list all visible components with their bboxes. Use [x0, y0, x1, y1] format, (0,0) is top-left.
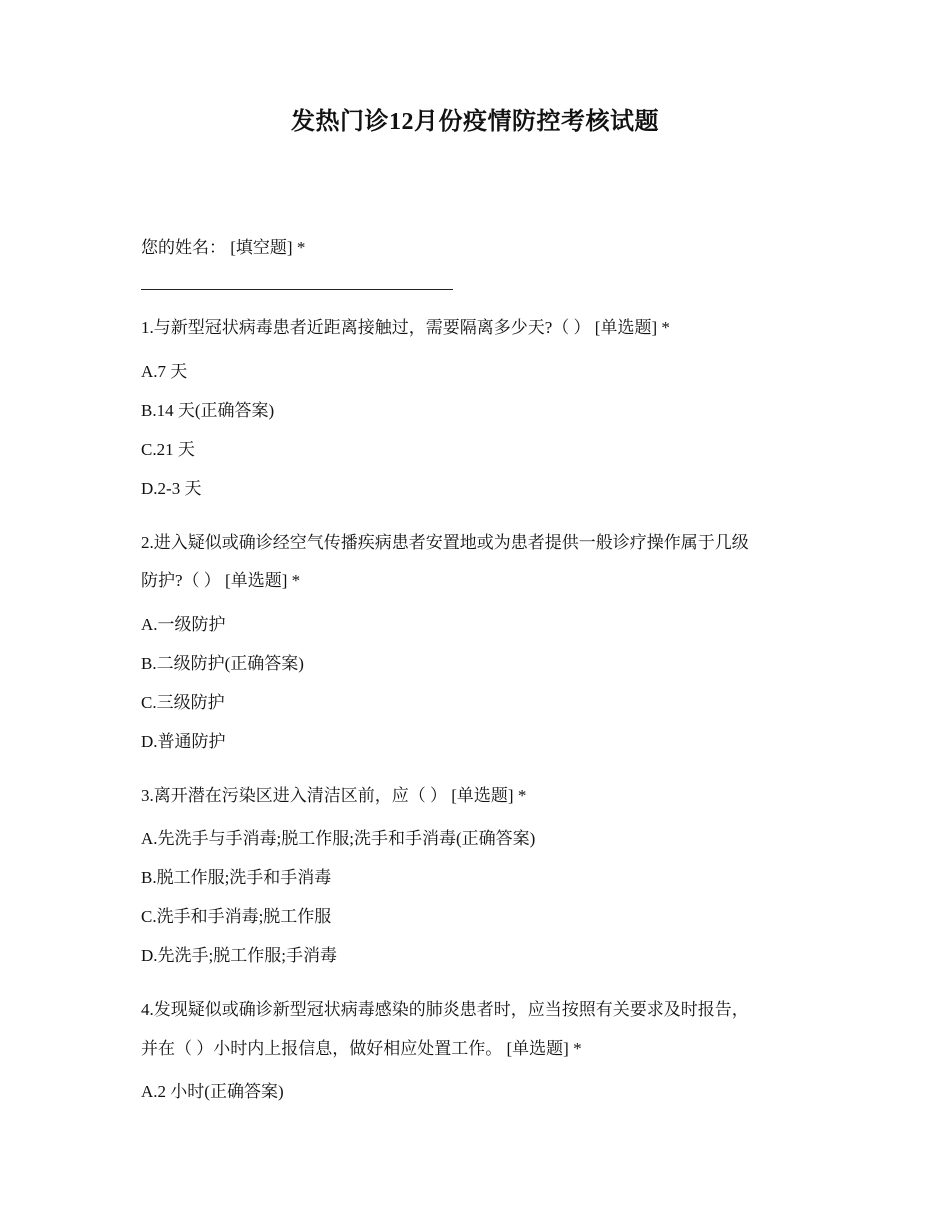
question-3-option-a[interactable]: A.先洗手与手消毒;脱工作服;洗手和手消毒(正确答案): [141, 829, 536, 848]
question-1-option-a[interactable]: A.7 天: [141, 362, 188, 381]
name-field-label: 您的姓名： [填空题] *: [141, 238, 306, 257]
question-3-option-c[interactable]: C.洗手和手消毒;脱工作服: [141, 907, 332, 926]
name-blank-line[interactable]: [141, 289, 453, 290]
question-1-option-d[interactable]: D.2-3 天: [141, 479, 202, 498]
question-3-option-d[interactable]: D.先洗手;脱工作服;手消毒: [141, 946, 337, 965]
question-1-option-c[interactable]: C.21 天: [141, 440, 195, 459]
question-2-option-c[interactable]: C.三级防护: [141, 693, 225, 712]
question-2-option-d[interactable]: D.普通防护: [141, 732, 226, 751]
question-1-option-b[interactable]: B.14 天(正确答案): [141, 401, 275, 420]
question-4-option-a[interactable]: A.2 小时(正确答案): [141, 1082, 284, 1101]
question-4-text-line-2: 并在（ ）小时内上报信息，做好相应处置工作。 [单选题] *: [141, 1039, 582, 1058]
question-3-option-b[interactable]: B.脱工作服;洗手和手消毒: [141, 868, 332, 887]
question-2-option-b[interactable]: B.二级防护(正确答案): [141, 654, 304, 673]
question-3-text: 3.离开潜在污染区进入清洁区前，应（ ） [单选题] *: [141, 786, 527, 805]
question-1-text: 1.与新型冠状病毒患者近距离接触过，需要隔离多少天?（ ） [单选题] *: [141, 318, 670, 337]
question-4-text-line-1: 4.发现疑似或确诊新型冠状病毒感染的肺炎患者时，应当按照有关要求及时报告，: [141, 1000, 749, 1019]
question-2-option-a[interactable]: A.一级防护: [141, 615, 226, 634]
question-2-text-line-1: 2.进入疑似或确诊经空气传播疾病患者安置地或为患者提供一般诊疗操作属于几级: [141, 533, 749, 552]
page-title: 发热门诊12月份疫情防控考核试题: [291, 109, 659, 135]
question-2-text-line-2: 防护?（ ） [单选题] *: [141, 571, 301, 590]
